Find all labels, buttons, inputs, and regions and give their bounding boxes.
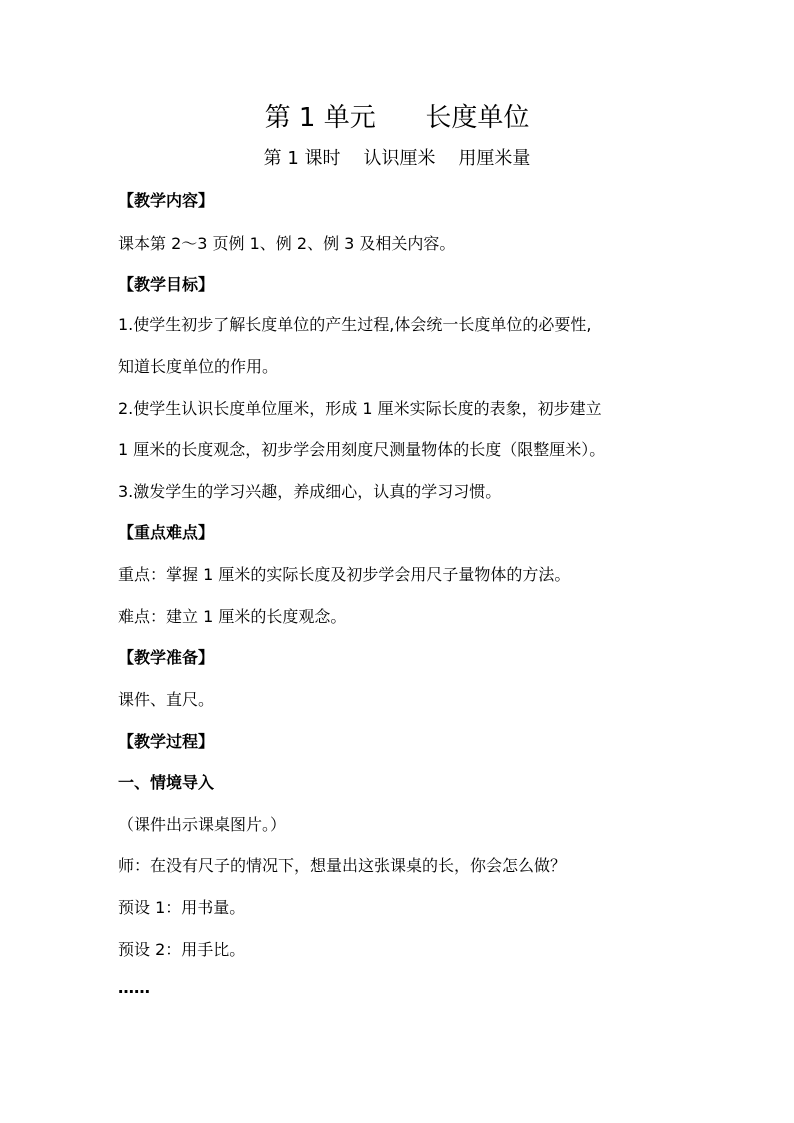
heading-preparation: 【教学准备】 xyxy=(118,648,215,667)
body-line: 预设 2：用手比。 xyxy=(118,940,246,959)
body-line: 课本第 2～3 页例 1、例 2、例 3 及相关内容。 xyxy=(118,234,456,253)
body-line: 3.激发学生的学习兴趣，养成细心，认真的学习习惯。 xyxy=(118,482,502,501)
body-line: 预设 1：用书量。 xyxy=(118,898,246,917)
heading-key-points: 【重点难点】 xyxy=(118,523,215,542)
body-line: 师：在没有尺子的情况下，想量出这张课桌的长，你会怎么做？ xyxy=(118,856,567,875)
heading-teaching-content: 【教学内容】 xyxy=(118,191,215,210)
body-line: 难点：建立 1 厘米的长度观念。 xyxy=(118,607,347,626)
ellipsis: …… xyxy=(118,978,150,997)
heading-process: 【教学过程】 xyxy=(118,732,215,751)
body-line: 课件、直尺。 xyxy=(118,690,215,709)
lesson-subtitle: 第 1 课时 认识厘米 用厘米量 xyxy=(263,148,531,169)
body-line: 1.使学生初步了解长度单位的产生过程,体会统一长度单位的必要性, xyxy=(118,315,592,334)
unit-title: 第 1 单元 长度单位 xyxy=(264,103,530,133)
section-heading: 一、情境导入 xyxy=(118,773,215,792)
body-line: 1 厘米的长度观念，初步学会用刻度尺测量物体的长度（限整厘米）。 xyxy=(118,440,606,459)
body-line: 知道长度单位的作用。 xyxy=(118,357,279,376)
body-line: 重点：掌握 1 厘米的实际长度及初步学会用尺子量物体的方法。 xyxy=(118,565,571,584)
heading-teaching-goals: 【教学目标】 xyxy=(118,275,215,294)
body-line: 2.使学生认识长度单位厘米，形成 1 厘米实际长度的表象，初步建立 xyxy=(118,399,602,418)
body-line: （课件出示课桌图片。） xyxy=(118,815,287,834)
